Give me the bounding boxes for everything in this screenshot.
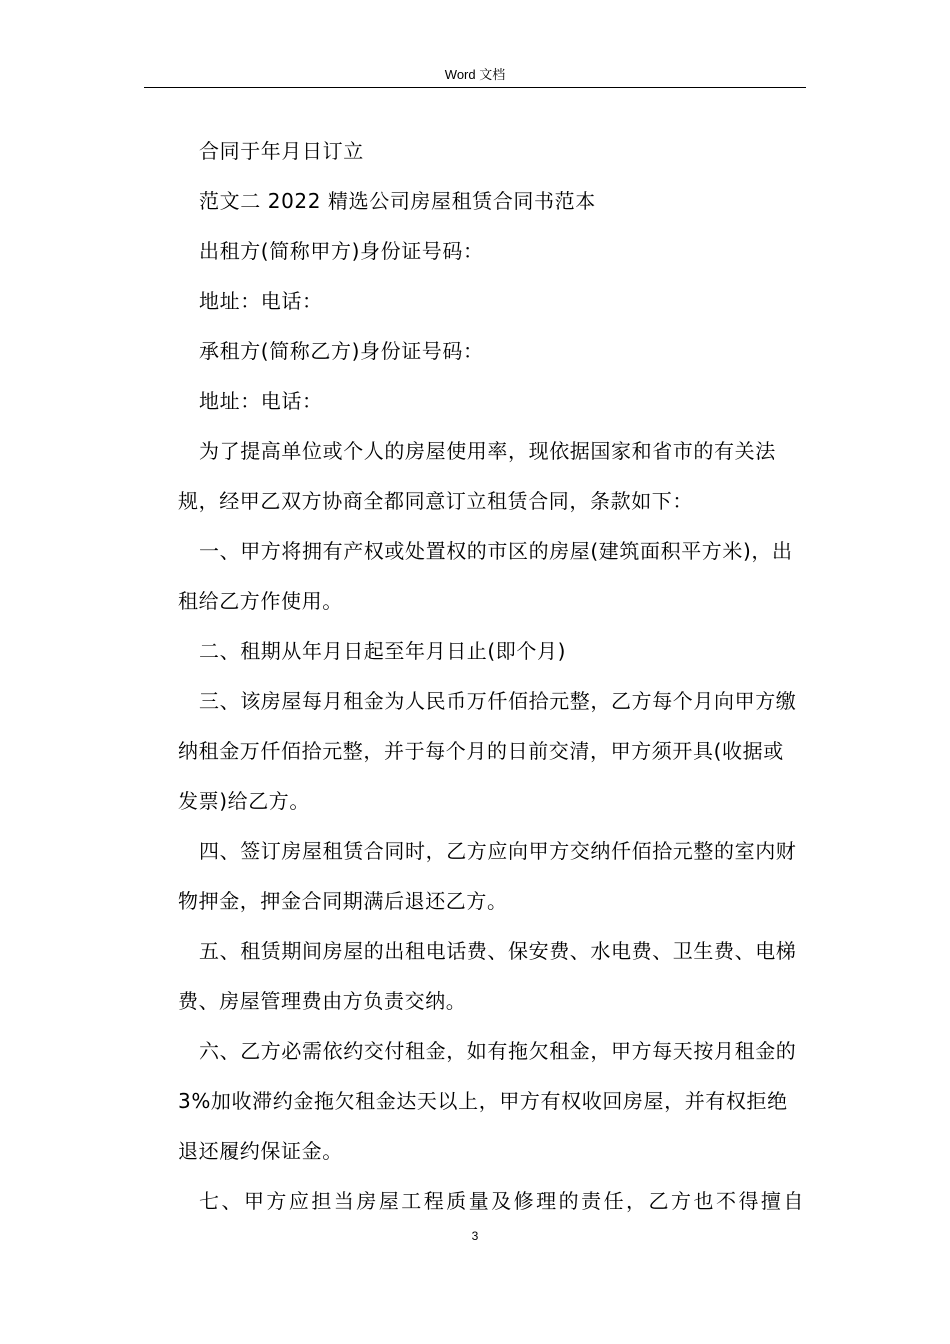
paragraph-lessor-address: 地址：电话： <box>199 289 323 313</box>
paragraph-lessee-address: 地址：电话： <box>199 389 323 413</box>
paragraph-sample-title: 范文二 2022 精选公司房屋租赁合同书范本 <box>199 189 596 213</box>
header-divider <box>144 87 806 88</box>
paragraph-clause-7: 七、甲方应担当房屋工程质量及修理的责任，乙方也不得擅自 <box>199 1189 804 1213</box>
paragraph-clause-4: 四、签订房屋租赁合同时，乙方应向甲方交纳仟佰拾元整的室内财物押金，押金合同期满后退还乙方。 <box>178 839 797 913</box>
page-number: 3 <box>471 1229 479 1243</box>
paragraph-lessee-id: 承租方(简称乙方)身份证号码： <box>199 339 484 363</box>
paragraph-preamble: 为了提高单位或个人的房屋使用率，现依据国家和省市的有关法规，经甲乙双方协商全都同意订立租赁合同，条款如下： <box>178 439 776 513</box>
paragraph-clause-6: 六、乙方必需依约交付租金，如有拖欠租金，甲方每天按月租金的 3%加收滞约金拖欠租金达天以上，甲方有权收回房屋，并有权拒绝退还履约保证金。 <box>178 1039 797 1163</box>
paragraph-contract-date: 合同于年月日订立 <box>199 139 364 163</box>
paragraph-clause-3: 三、该房屋每月租金为人民币万仟佰拾元整，乙方每个月向甲方缴纳租金万仟佰拾元整，并于每个月的日前交清，甲方须开具(收据或发票)给乙方。 <box>178 689 797 813</box>
paragraph-clause-2: 二、租期从年月日起至年月日止(即个月) <box>199 639 567 663</box>
document-body <box>178 126 804 1226</box>
page-header: Word 文档 <box>444 67 506 82</box>
paragraph-clause-1: 一、甲方将拥有产权或处置权的市区的房屋(建筑面积平方米)，出租给乙方作使用。 <box>178 539 793 613</box>
paragraph-lessor-id: 出租方(简称甲方)身份证号码： <box>199 239 484 263</box>
paragraph-clause-5: 五、租赁期间房屋的出租电话费、保安费、水电费、卫生费、电梯费、房屋管理费由方负责交纳。 <box>178 939 797 1013</box>
